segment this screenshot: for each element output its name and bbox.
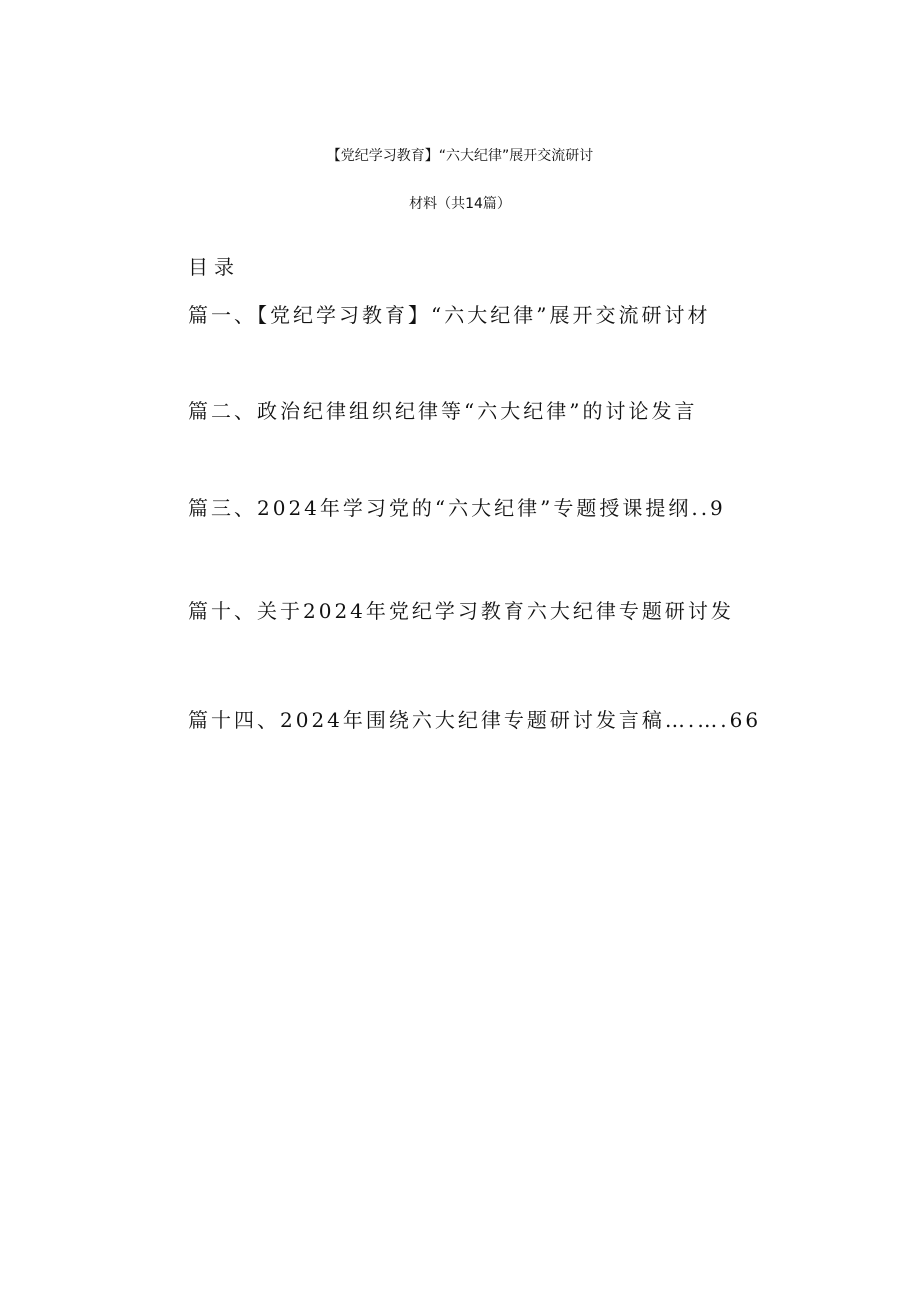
title-line-1: 【党纪学习教育】“六大纪律”展开交流研讨 (326, 148, 594, 164)
toc-heading: 目录 (188, 255, 240, 279)
toc-entry-1[interactable]: 篇一、【党纪学习教育】“六大纪律”展开交流研讨材 (188, 303, 711, 327)
toc-entry-3[interactable]: 篇三、2024年学习党的“六大纪律”专题授课提纲..9 (188, 496, 726, 520)
document-title (0, 132, 920, 228)
toc-entry-2[interactable]: 篇二、政治纪律组织纪律等“六大纪律”的讨论发言 (188, 399, 698, 423)
toc-entry-4[interactable]: 篇十、关于2024年党纪学习教育六大纪律专题研讨发 (188, 599, 734, 623)
toc-entry-5[interactable]: 篇十四、2024年围绕六大纪律专题研讨发言稿….….66 (188, 708, 762, 732)
title-line-2: 材料（共14篇） (409, 196, 511, 212)
